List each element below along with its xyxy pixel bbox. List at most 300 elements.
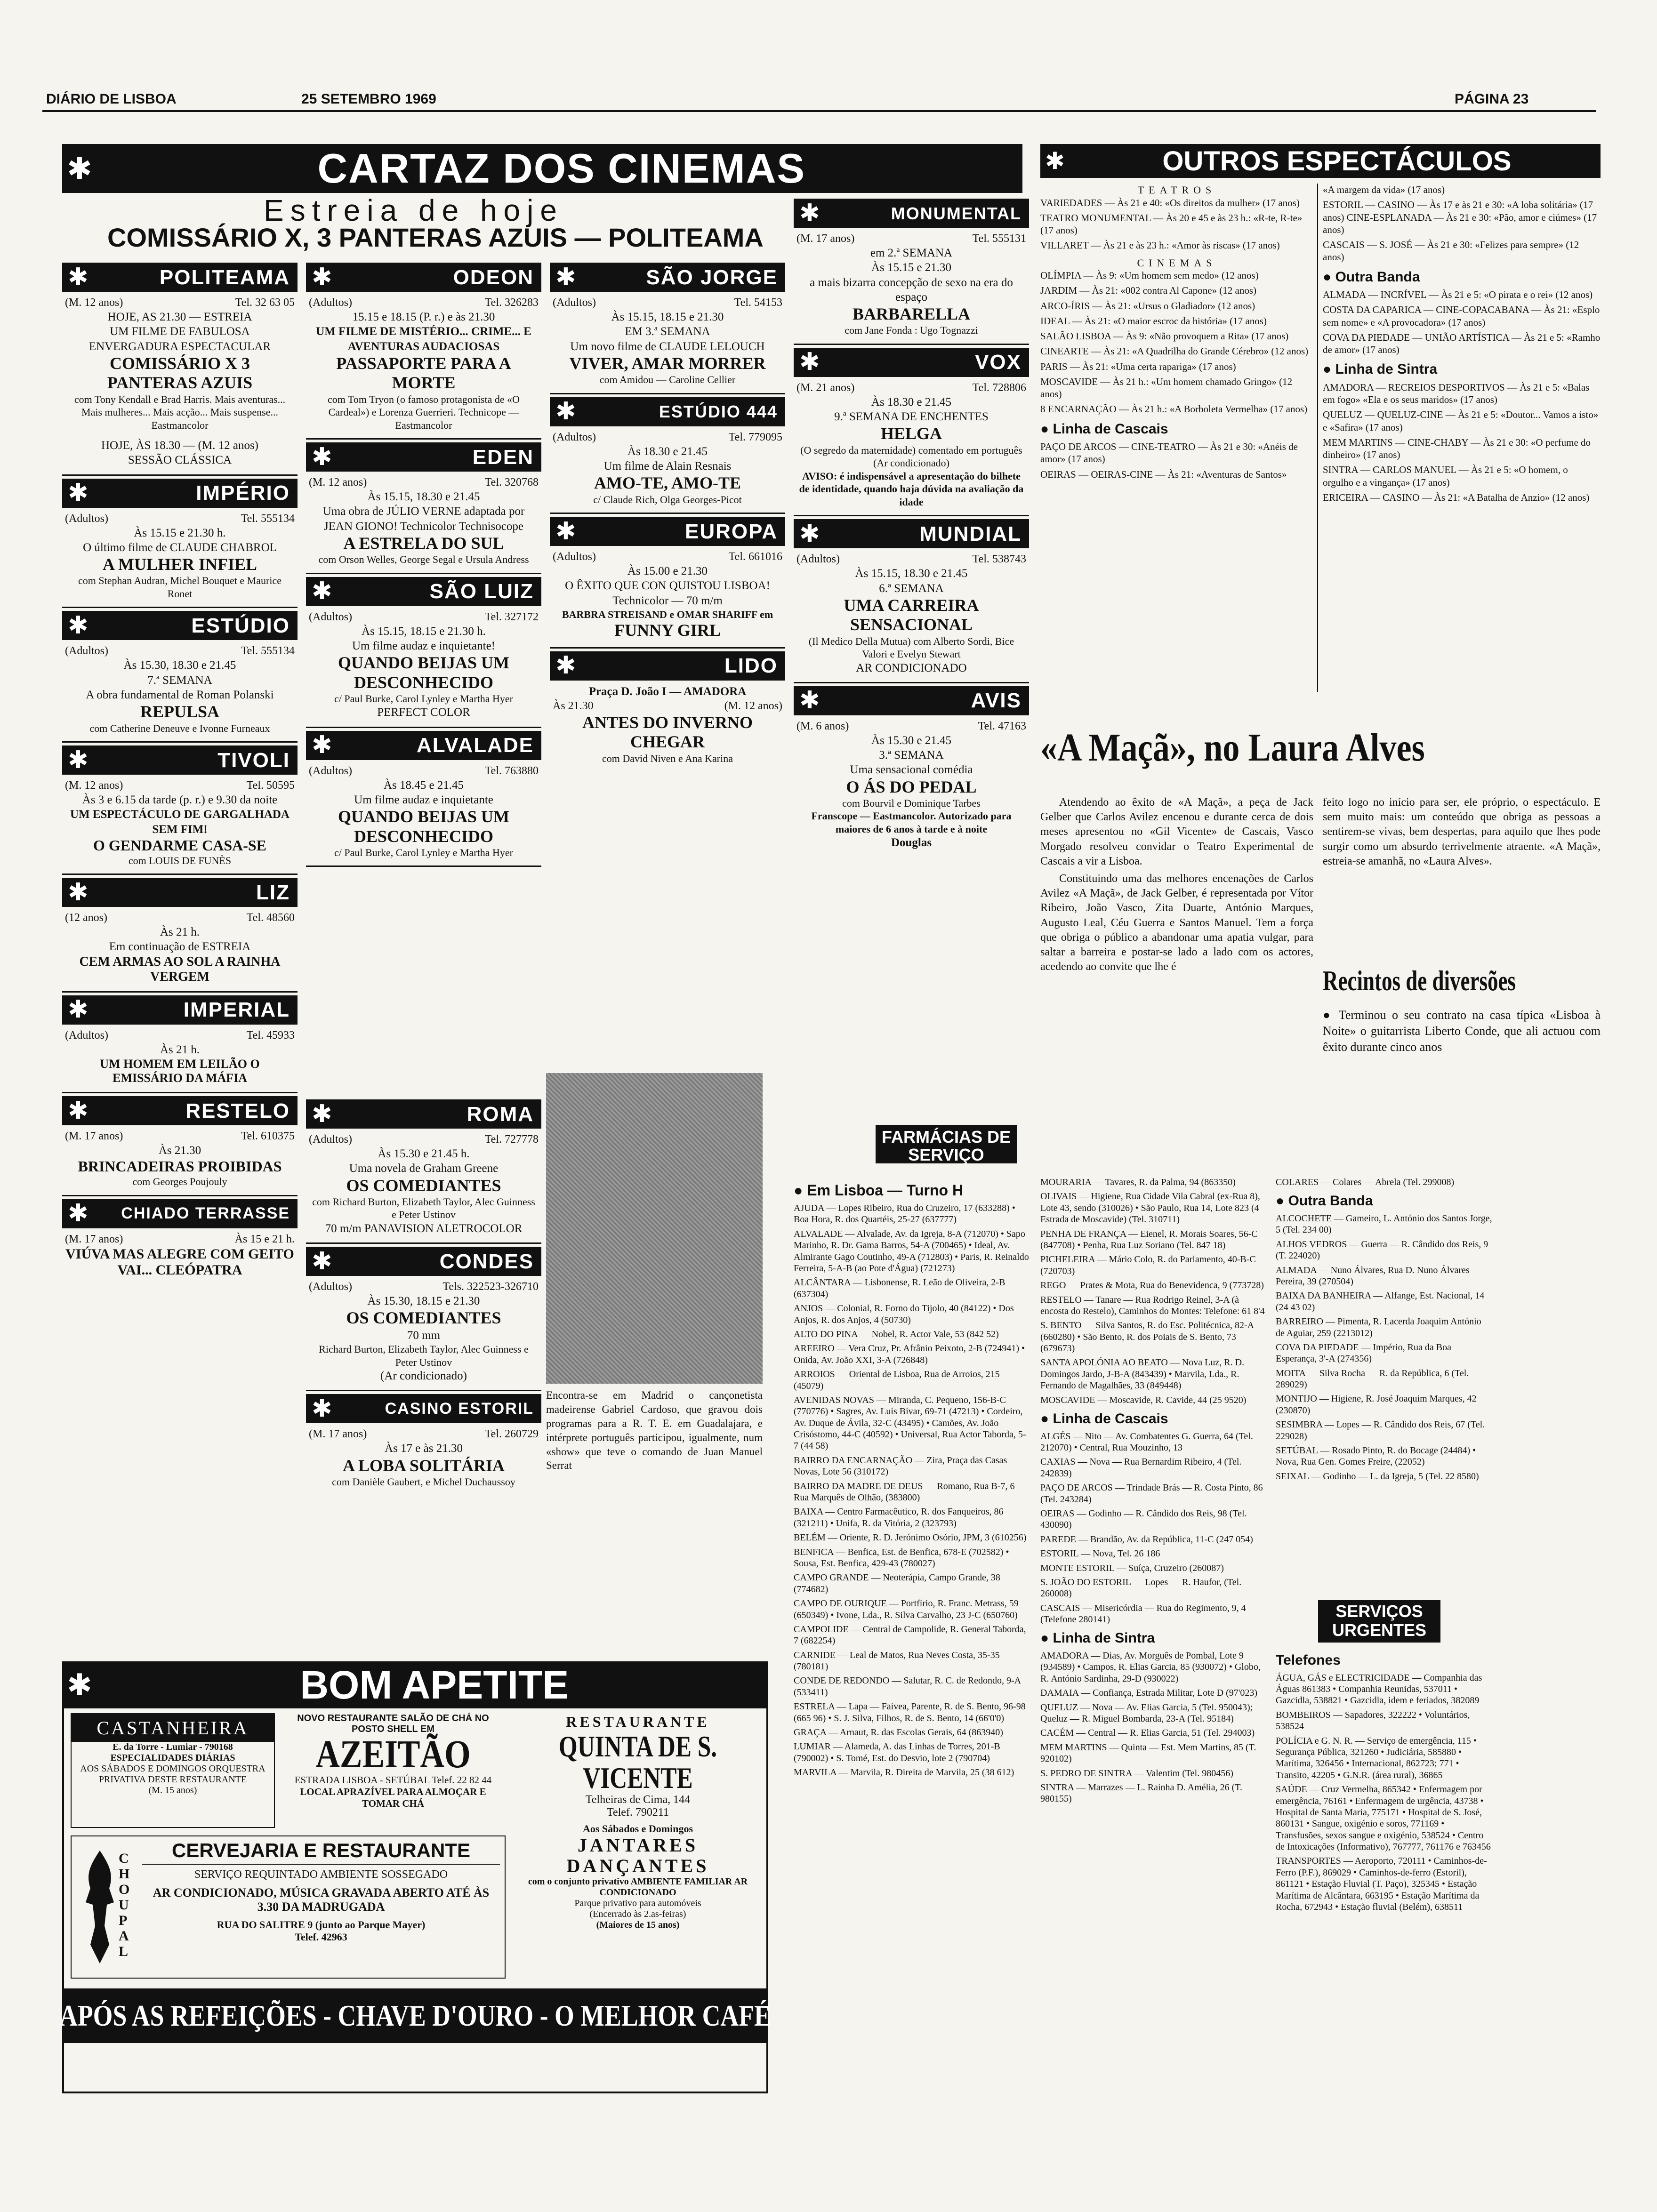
list-entry: BAIRRO DA ENCARNAÇÃO — Zira, Praça das Casas Novas, Lote 56 (310172) [794,1455,1007,1477]
ad-quinta-name: QUINTA DE S. VICENTE [558,1730,717,1795]
asterisk-icon: ✱ [555,652,576,680]
cinema-restelo [62,1093,298,1196]
cinema-line: Às 15.15, 18.30 e 21.45 [855,567,968,580]
cinema-notice: AVISO: é indispensável a apresentação do bilhete de identidade, quando haja dúvida na avaliação da idade [799,470,1024,508]
cinema-avis [794,683,1029,857]
cinema-estudio-444 [550,394,785,514]
film-cast: com LOUIS DE FUNÈS [128,854,232,866]
film-title: OS COMEDIANTES [346,1176,501,1195]
cinema-age: (Adultos) [553,551,596,563]
cinema-tel: Tel. 555131 [972,232,1026,245]
film-title: AMO-TE, AMO-TE [594,473,741,493]
estreia-line: COMISSÁRIO X, 3 PANTERAS AZUIS — POLITEAMA [107,223,764,252]
ad-quinta-s-vicente [513,1713,763,1977]
cinema-address: Praça D. João I — AMADORA [588,685,747,698]
urgentes-title: SERVIÇOS URGENTES [1332,1602,1427,1640]
film-cast: com Richard Burton, Elizabeth Taylor, Alec Guinness e Peter Ustinov [312,1195,535,1221]
section-heading-text: Outra Banda [1288,1193,1373,1209]
list-entry: QUELUZ — QUELUZ-CINE — Às 21 e 5: «Doutor... Vamos a isto» e «Safira» (17 anos) [1323,409,1599,433]
asterisk-icon: ✱ [68,479,88,507]
article-paragraph: feito logo no início para ser, ele próprio, o espectáculo. E sem muito mais: um conteúdo que obriga as pessoas a sentirem-se vivas, bem despertas, para aquilo que lhes pode surgir como um absurdo terrivelmente atraente. «A Maçã», estreia-se amanhã, no «Laura Alves». [1323,796,1601,867]
cinema-tel: Tels. 322523-326710 [442,1281,539,1293]
asterisk-icon: ✱ [312,1100,332,1128]
cinema-name: EDEN [472,445,534,469]
cinema-line: Às 18.30 e 21.45 [627,445,708,458]
list-entry: IDEAL — Às 21: «O maior escroc da história» (17 anos) [1040,315,1267,327]
farmacias-banda-heading: ● Outra Banda [1276,1193,1373,1209]
photo-caption: Encontra-se em Madrid o cançonetista madeirense Gabriel Cardoso, que gravou dois programas para a R. T. E. em Guadalajara, e intérprete português participou, igualmente, num «show» que teve o comando de Juan Manuel Serrat [546,1389,763,1472]
cinema-age: (M. 12 anos) [65,297,123,309]
farmacias-list [1040,1650,1266,1805]
film-cast: com Bourvil e Dominique Tarbes [842,797,981,809]
bom-apetite-title: BOM APETITE [300,1662,569,1707]
cinema-line: Às 17 e às 21.30 [385,1442,463,1455]
list-entry: BELÉM — Oriente, R. D. Jerónimo Osório, JPM, 3 (610256) [794,1532,1027,1543]
section-heading: CINEMAS [1137,256,1217,269]
cinema-age: (Adultos) [796,553,840,566]
cinema-age: (M. 17 anos) [65,1130,123,1143]
list-entry: CASCAIS — Misericórdia — Rua do Regimento, 9, 4 (Telefone 280141) [1040,1603,1246,1625]
film-cast: com Amidou — Caroline Cellier [599,374,736,386]
cinema-estudio [62,608,298,743]
cinema-line: Às 15.15, 18.15 e 21.30 h. [362,625,486,638]
cinema-tel: Tel. 47163 [978,720,1026,732]
farmacias-list [794,1202,1029,1779]
cinema-europa [550,514,785,649]
ad-azeitao-line: NOVO RESTAURANTE SALÃO DE CHÁ NO POSTO SHELL EM [297,1713,489,1734]
cinema-name: EUROPA [685,520,778,543]
cinema-tel: Tel. 260729 [484,1428,539,1441]
film-title: BRINCADEIRAS PROIBIDAS [78,1158,282,1175]
cinema-age: (Adultos) [309,610,352,623]
list-entry: CASCAIS — S. JOSÉ — Às 21 e 30: «Felizes para sempre» (12 anos) [1323,239,1579,263]
cinema-name: CASINO ESTORIL [385,1400,534,1418]
list-entry: MOITA — Silva Rocha — R. da República, 6 (Tel. 289029) [1276,1368,1469,1390]
cinema-line: 3.ª SEMANA [879,749,944,762]
sintra-list [1323,381,1601,504]
list-entry: PENHA DE FRANÇA — Eienel, R. Morais Soares, 56-C (847708) • Penha, Rua Luz Soriano (Tel. 847 18) [1040,1228,1258,1250]
list-entry: MOURARIA — Tavares, R. da Palma, 94 (863350) [1040,1177,1236,1187]
list-entry: OLÍMPIA — Às 9: «Um homem sem medo» (12 anos) [1040,270,1259,281]
asterisk-icon: ✱ [68,996,88,1024]
cinema-imperial [62,993,298,1093]
film-cast: com Tony Kendall e Brad Harris. Mais aventuras... Mais mulheres... Mais acção... Mais suspense... Eastmancolor [74,393,286,431]
list-entry: SAÚDE — Cruz Vermelha, 865342 • Enfermagem por emergência, 76161 • Enfermagem de urgência, 43738 • Hospital de Santa Maria, 775171 • Hospital de S. José, 860131 • Sangue, oxigénio e soros, 771169 • Transfusões, sexos sangue e oxigénio, 538524 • Centro de Intoxicações (Informativo), 767777, 761176 e 763456 [1276,1784,1491,1852]
cinema-line: Às 15.30 e 21.45 [871,734,952,747]
farmacias-list [1040,1431,1266,1626]
list-entry: RESTELO — Tanare — Rua Rodrigo Reinel, 3-A (à encosta do Restelo), Caminhos do Montes: Telefone: 61 8'4 [1040,1294,1265,1316]
cinema-age: (Adultos) [309,1281,352,1293]
asterisk-icon: ✱ [68,1097,88,1124]
asterisk-icon: ✱ [555,517,576,545]
ad-castanheira-line: AOS SÁBADOS E DOMINGOS ORQUESTRA PRIVATIVA DESTE RESTAURANTE [80,1763,265,1785]
list-entry: ALGÉS — Nito — Av. Combatentes G. Guerra, 64 (Tel. 212070) • Central, Rua Mouzinho, 13 [1040,1431,1253,1453]
list-entry: CAXIAS — Nova — Rua Bernardim Ribeiro, 4 (Tel. 242839) [1040,1457,1242,1479]
cinema-estoril [306,1391,541,1495]
list-entry: S. JOÃO DO ESTORIL — Lopes — R. Haufor, (Tel. 260008) [1040,1577,1242,1599]
cinema-name: CHIADO TERRASSE [121,1204,290,1223]
cinema-line: Às 18.30 e 21.45 [871,395,952,409]
asterisk-icon: ✱ [799,520,820,547]
article-paragraph: Atendendo ao êxito de «A Maçã», a peça de Jack Gelber que Carlos Avilez encenou e durante cerca de dois meses apresentou no «Gil Vicente» de Cascais, Vasco Morgado resolveu convidar o Teatro Experimental de Cascais a vir a Lisboa. [1040,796,1313,867]
film-title: ANTES DO INVERNO CHEGAR [582,713,753,752]
film-cast: c/ Paul Burke, Carol Lynley e Martha Hyer [334,692,513,705]
list-entry: AMADORA — Dias, Av. Morguês de Pombal, Lote 9 (934589) • Campos, R. Elias Garcia, 85 (930072) • Globo, R. António Sardinha, 29-D (930022) [1040,1651,1261,1684]
cinema-alvalade [306,728,541,867]
asterisk-icon: ✱ [799,687,820,714]
list-entry: BARREIRO — Pimenta, R. Lacerda Joaquim António de Aguiar, 259 (2213012) [1276,1316,1481,1338]
film-title: HELGA [880,424,942,443]
asterisk-icon: ✱ [312,1395,332,1422]
cinema-politeama [62,260,298,476]
film-title: UM HOMEM EM LEILÃO O EMISSÁRIO DA MÁFIA [100,1057,260,1085]
outros-col2-list [1323,184,1601,264]
ad-choupal-line: Telef. 42963 [295,1931,347,1943]
list-entry: AREEIRO — Vera Cruz, Pr. Afrânio Peixoto, 2-B (724941) • Onida, Av. João XXI, 3-A (726848) [794,1343,1025,1365]
list-entry: TRANSPORTES — Aeroporto, 720111 • Caminhos-de-Ferro (P.F.), 869029 • Caminhos-de-ferro (Estoril), 861121 • Estação Fluvial (T. Paço), 325345 • Estação Marítima de Alcântara, 663195 • Estação Marítima da Rocha, 672943 • Estação fluvial (Belém), 638511 [1276,1856,1487,1913]
list-entry: QUELUZ — Nova — Av. Elias Garcia, 5 (Tel. 950043); Queluz — R. Miguel Bombarda, 23-A (Tel. 95184) [1040,1702,1253,1724]
cinema-tel: Tel. 538743 [972,553,1026,566]
section-heading: TEATROS [1137,184,1216,196]
list-entry: ALMADA — INCRÍVEL — Às 21 e 5: «O pirata e o rei» (12 anos) [1323,289,1593,300]
cinema-line: Às 21.30 [553,699,594,712]
cinema-tel: Tel. 555134 [241,512,295,525]
cinema-age: (Adultos) [65,645,108,657]
cinema-monumental [794,196,1029,345]
cinema-age: (Adultos) [309,764,352,777]
cinema-tel: Tel. 32 63 05 [235,297,295,309]
outros-column-1 [1040,184,1313,692]
cinema-line: Às 21 h. [160,926,200,939]
list-entry: TEATRO MONUMENTAL — Às 20 e 45 e às 23 h.: «R-te, R-te» (17 anos) [1040,212,1303,236]
film-cast: com Danièle Gaubert, e Michel Duchaussoy [332,1475,515,1488]
cartaz-title: CARTAZ DOS CINEMAS [317,145,806,192]
cinema-line: HOJE, ÀS 18.30 — (M. 12 anos) [101,439,259,452]
film-cast: c/ Claude Rich, Olga Georges-Picot [593,493,742,505]
urgentes-column [1276,1647,1492,2061]
list-entry: MEM MARTINS — CINE-CHABY — Às 21 e 30: «O perfume do dinheiro» (17 anos) [1323,436,1591,460]
cinema-line: 70 mm [407,1329,441,1342]
cinema-name: MUNDIAL [919,522,1022,545]
list-entry: PAREDE — Brandão, Av. da República, 11-C (247 054) [1040,1534,1253,1545]
masthead-paper: DIÁRIO DE LISBOA [46,91,177,107]
list-entry: MONTIJO — Higiene, R. José Joaquim Marques, 42 (230870) [1276,1394,1477,1416]
list-entry: SESIMBRA — Lopes — R. Cândido dos Reis, 67 (Tel. 229028) [1276,1419,1485,1442]
cinema-line: 7.ª SEMANA [147,673,212,687]
cinema-name: ALVALADE [416,734,534,757]
cinema-name: POLITEAMA [159,265,290,289]
cinema-line: HOJE, AS 21.30 — ESTREIA [107,311,252,323]
ad-quinta-line: Parque privativo para automóveis [574,1898,701,1909]
cinema-line: A obra fundamental de Roman Polanski [86,688,274,701]
list-entry: GRAÇA — Arnaut, R. das Escolas Gerais, 64 (863940) [794,1727,1003,1738]
list-entry: PARIS — Às 21: «Uma certa rapariga» (17 anos) [1040,361,1236,372]
list-entry: LUMIAR — Alameda, A. das Linhas de Torres, 201-B (790002) • S. Tomé, Est. do Desvio, lote 2 (790704) [794,1741,1000,1763]
list-entry: ALTO DO PINA — Nobel, R. Actor Vale, 53 (842 52) [794,1329,999,1339]
film-cast: (O segredo da maternidade) comentado em português (Ar condicionado) [800,444,1022,469]
cinema-tel: Tel. 728806 [972,381,1026,394]
farmacias-sintra-heading: ● Linha de Sintra [1040,1630,1155,1646]
ad-choupal-line: SERVIÇO REQUINTADO AMBIENTE SOSSEGADO [194,1868,448,1881]
film-title: O ÁS DO PEDAL [846,777,977,796]
teatros-list [1040,197,1313,252]
ad-choupal [71,1835,506,1979]
asterisk-icon: ✱ [312,577,332,605]
cinema-line: UM ESPECTÁCULO DE GARGALHADA SEM FIM! [70,808,290,836]
ad-quinta-line: Telef. 790211 [606,1806,669,1819]
list-entry: AVENIDAS NOVAS — Miranda, C. Pequeno, 156-B-C (770776) • Sagres, Av. Luís Bívar, 69-71 (47213) • Cordeiro, Av. Duque de Ávila, 32-C (43495) • Camões, Av. João Crisóstomo, 44-C (40592) • Universal, Rua Actor Taborda, 5-7 (44 58) [794,1395,1026,1451]
cinema-age: (M. 12 anos) [309,476,367,489]
cinema-line: 6.ª SEMANA [879,582,944,595]
masthead-date: 25 SETEMBRO 1969 [301,91,436,107]
cinema-vox [794,345,1029,516]
film-cast: c/ Paul Burke, Carol Lynley e Martha Hyer [334,846,513,858]
cinema-name: LIZ [256,881,290,904]
cinema-line: Uma sensacional comédia [850,763,973,777]
list-entry: OEIRAS — Godinho — R. Cândido dos Reis, 98 (Tel. 430090) [1040,1508,1247,1531]
cinema-column-2-lower [306,1097,541,1610]
list-entry: S. PEDRO DE SINTRA — Valentim (Tel. 980456) [1040,1768,1233,1779]
ad-azeitao-name: AZEITÃO [315,1732,471,1776]
list-entry: ARCO-ÍRIS — Às 21: «Ursus o Gladiador» (12 anos) [1040,300,1255,312]
list-entry: SETÚBAL — Rosado Pinto, R. do Bocage (24484) • Nova, Rua Gen. Gomes Freire, (22052) [1276,1445,1476,1467]
cinema-age: (Adultos) [553,431,596,443]
ad-choupal-line: AR CONDICIONADO, MÚSICA GRAVADA ABERTO ATÉ ÀS 3.30 DA MADRUGADA [153,1886,490,1914]
outros-column-2 [1323,184,1601,692]
section-heading-banda: ● Outra Banda [1323,269,1420,285]
film-cast: com Jane Fonda : Ugo Tognazzi [845,324,978,337]
cinema-age: (M. 17 anos) [309,1428,367,1441]
section-heading-sintra: ● Linha de Sintra [1323,361,1438,377]
film-cast: (Il Medico Della Mutua) com Alberto Sordi, Bice Valori e Evelyn Stewart [808,635,1014,660]
cinema-line: Às 18.45 e 21.45 [383,778,464,792]
cinema-roma [306,1097,541,1244]
ad-quinta-line: RESTAURANTE [566,1713,710,1730]
cinema-name: SÃO LUIZ [429,580,534,603]
cinema-line: Um filme de Alain Resnais [603,459,732,473]
film-cast: com David Niven e Ana Karina [602,752,733,764]
cinema-line: Às 15.30, 18.15 e 21.30 [367,1295,480,1308]
cinema-line: EM 3.ª SEMANA [625,325,710,338]
section-heading-text: Linha de Sintra [1053,1630,1155,1646]
cinema-name: ESTÚDIO [191,614,290,637]
maca-article-col2 [1323,795,1601,869]
list-entry: OEIRAS — OEIRAS-CINE — Às 21: «Aventuras de Santos» [1040,468,1287,480]
cinema-mundial [794,516,1029,683]
film-title: A LOBA SOLITÁRIA [342,1456,505,1475]
list-entry: MEM MARTINS — Quinta — Est. Mem Martins, 85 (T. 920102) [1040,1742,1256,1764]
cinema-line: Douglas [891,836,932,850]
section-heading-text: Linha de Sintra [1335,361,1438,377]
recintos-text: ● Terminou o seu contrato na casa típica «Lisboa à Noite» o guitarrista Liberto Conde, que ali actuou com êxito durante cinco anos [1323,1008,1601,1054]
list-entry: CACÉM — Central — R. Elias Garcia, 51 (Tel. 294003) [1040,1728,1255,1739]
cinema-sao-luiz [306,574,541,728]
cinema-eden [306,440,541,574]
cinema-name: TIVOLI [217,748,290,772]
asterisk-icon: ✱ [67,152,92,185]
urgentes-telefones-heading: Telefones [1276,1652,1341,1668]
film-title: PASSAPORTE PARA A MORTE [336,353,511,393]
section-heading-text: Outra Banda [1335,269,1420,285]
list-entry: AJUDA — Lopes Ribeiro, Rua do Cruzeiro, 17 (633288) • Boa Hora, R. dos Quartéis, 25-27 (637777) [794,1203,1015,1225]
asterisk-icon: ✱ [799,199,820,227]
urgentes-list [1276,1672,1492,1913]
outros-title: OUTROS ESPECTÁCULOS [1162,145,1512,176]
list-entry: REGO — Prates & Mota, Rua do Benevidenca, 9 (773728) [1040,1280,1264,1291]
cinema-odeon [306,260,541,440]
cinema-age: (Adultos) [309,297,352,309]
cinema-line: Às 15.15 e 21.30 h. [134,526,226,539]
cinema-name: ESTÚDIO 444 [659,402,778,422]
list-entry: ALHOS VEDROS — Guerra — R. Cândido dos Reis, 9 (T. 224020) [1276,1239,1488,1261]
list-entry: OLIVAIS — Higiene, Rua Cidade Vila Cabral (ex-Rua 8), Lote 43, sendo (310026) • São Paulo, Rua 14, Lote 823 (4 Estrada de Moscavide) (Tel. 310711) [1040,1191,1260,1225]
list-entry: ERICEIRA — CASINO — Às 21: «A Batalha de Anzio» (12 anos) [1323,491,1590,503]
cinema-line: 9.ª SEMANA DE ENCHENTES [834,410,989,424]
ad-choupal-line: RUA DO SALITRE 9 (junto ao Parque Mayer) [217,1919,426,1931]
cinema-name: IMPÉRIO [196,481,290,505]
cinema-name: IMPERIAL [183,998,290,1022]
list-entry: ALVALADE — Alvalade, Av. da Igreja, 8-A (712070) • Sapo Marinho, R. Dr. Gama Barros, 54-A (700465) • Ideal, Av. Almirante Gago Coutinho, 49-A (712803) • Paris, R. Reinaldo Ferreira, 5-A-B (ao Pote d'Água) (721273) [794,1228,1029,1274]
cinema-line: Um filme audaz e inquietante! [352,639,496,652]
cinema-age: (M. 12 anos) [65,779,123,792]
maca-headline: «A Maçã», no Laura Alves [1040,726,1425,769]
asterisk-icon: ✱ [1045,148,1065,174]
list-entry: MONTE ESTORIL — Suíça, Cruzeiro (260087) [1040,1563,1224,1573]
list-entry: JARDIM — Às 21: «002 contra Al Capone» (12 anos) [1040,285,1257,297]
cinema-condes [306,1244,541,1391]
ad-castanheira-line: (M. 15 anos) [148,1785,197,1795]
header-rule [42,110,1596,112]
list-entry: SANTA APOLÓNIA AO BEATO — Nova Luz, R. D. Domingos Jardo, J-B-A (843439) • Marvila, Lda., R. Fernando de Magalhães, 33 (849448) [1040,1357,1245,1391]
farmacias-col-1 [794,1177,1029,1920]
recintos-headline: Recintos de diversões [1323,965,1516,996]
list-entry: MARVILA — Marvila, R. Direita de Marvila, 25 (38 612) [794,1767,1014,1778]
film-title: A MULHER INFIEL [102,555,257,574]
ad-castanheira-address: E. da Torre - Lumiar - 790168 [113,1742,233,1752]
cinema-tel: Tel. 727778 [484,1133,539,1146]
cinema-tel: Tel. 763880 [484,764,539,777]
film-title: COMISSÁRIO X 3 PANTERAS AZUIS [107,353,253,393]
ad-castanheira-name: CASTANHEIRA [72,1714,274,1742]
list-entry: SALÃO LISBOA — Às 9: «Não provoquem a Rita» (17 anos) [1040,330,1289,342]
list-entry: ALCÂNTARA — Lisbonense, R. Leão de Oliveira, 2-B (637304) [794,1277,1005,1299]
asterisk-icon: ✱ [312,731,332,759]
section-heading-cascais: ● Linha de Cascais [1040,421,1168,437]
list-entry: COSTA DA CAPARICA — CINE-COPACABANA — Às 21: «Esplo sem nome» e «A provocadora» (17 anos) [1323,304,1600,328]
ad-quinta-line: Aos Sábados e Domingos [582,1823,693,1835]
list-entry: BOMBEIROS — Sapadores, 322222 • Voluntários, 538524 [1276,1709,1470,1732]
cinema-tel: Tel. 779095 [728,431,782,443]
list-entry: ESTRELA — Lapa — Faivea, Parente, R. de S. Bento, 96-98 (665 96) • S. J. Silva, Filhos, R. de S. Bento, 14 (66'0'0) [794,1701,1026,1723]
cinema-age: (M. 6 anos) [796,720,849,732]
cinema-tel: Tel. 50595 [246,779,295,792]
film-title: CEM ARMAS AO SOL A RAINHA VERGEM [79,954,281,984]
list-entry: ÁGUA, GÁS e ELECTRICIDADE — Companhia das Águas 861383 • Companhia Reunidas, 537011 • Gazcidla, 538821 • Gazcidla, idem e feriados, 382089 [1276,1672,1482,1706]
cinema-line: 15.15 e 18.15 (P. r.) e às 21.30 [352,311,495,323]
list-entry: SINTRA — Marrazes — L. Rainha D. Amélia, 26 (T. 980155) [1040,1782,1242,1804]
film-title: REPULSA [140,702,220,721]
list-entry: ANJOS — Colonial, R. Forno do Tijolo, 40 (84122) • Dos Anjos, R. dos Anjos, 4 (50730) [794,1303,1014,1325]
cinema-line: Um novo filme de CLAUDE LELOUCH [570,340,765,353]
list-entry: BAIXA — Centro Farmacêutico, R. dos Fanqueiros, 86 (321211) • Unifa, R. da Vitória, 2 (323793) [794,1507,1004,1529]
list-entry: ESTORIL — CASINO — Às 17 e às 21 e 30: «A loba solitária» (17 anos) CINE-ESPLANADA — Às 21 e 30: «Pão, amor e ciúmes» (17 anos) [1323,199,1597,235]
list-entry: ALMADA — Nuno Álvares, Rua D. Nuno Álvares Pereira, 39 (270504) [1276,1265,1470,1287]
ad-quinta-line: JANTARES DANÇANTES [566,1835,709,1877]
list-entry: PAÇO DE ARCOS — CINE-TEATRO — Às 21 e 30: «Anéis de amor» (17 anos) [1040,441,1298,465]
cinema-line: UM FILME DE MISTÉRIO... CRIME... E AVENTURAS AUDACIOSAS [316,325,531,353]
maca-article-col1 [1040,795,1313,974]
list-entry: AMADORA — RECREIOS DESPORTIVOS — Às 21 e 5: «Balas em fogo» «Ela e os seus maridos» (17 anos) [1323,381,1590,405]
film-title: BARBARELLA [852,305,971,323]
cinema-line: Às 15.30, 18.30 e 21.45 [123,659,236,672]
list-entry: CAMPO GRANDE — Neoterápia, Campo Grande, 38 (774682) [794,1572,1000,1595]
film-title: OS COMEDIANTES [346,1308,501,1328]
film-cast: Richard Burton, Elizabeth Taylor, Alec Guinness e Peter Ustinov [319,1343,529,1368]
ad-quinta-line: com o conjunto privativo AMBIENTE FAMILIAR AR CONDICIONADO [528,1876,748,1898]
ad-chave-douro-text: APÓS AS REFEIÇÕES - CHAVE D'OURO - O MELHOR CAFÉ [59,1999,771,2032]
ad-castanheira [71,1713,275,1828]
film-title: QUANDO BEIJAS UM DESCONHECIDO [338,653,510,692]
cinema-chiado-terrasse [62,1196,298,1285]
film-title: VIVER, AMAR MORRER [569,353,766,373]
cinema-tel: Tel. 45933 [246,1029,295,1042]
cinema-column-1 [62,260,298,1578]
cinema-line: Às 15.00 e 21.30 [627,565,708,578]
cinema-line: 70 m/m PANAVISION ALETROCOLOR [325,1222,523,1235]
cinema-age: (12 anos) [65,912,107,924]
film-cast: com Orson Welles, George Segal e Ursula Andress [318,553,529,566]
cinema-line: O último filme de CLAUDE CHABROL [83,541,277,554]
list-entry: BAIXA DA BANHEIRA — Alfange, Est. Nacional, 14 (24 43 02) [1276,1290,1485,1313]
asterisk-icon: ✱ [555,398,576,425]
cinema-name: LIDO [724,654,778,678]
list-entry: PAÇO DE ARCOS — Trindade Brás — R. Costa Pinto, 86 (Tel. 243284) [1040,1483,1263,1505]
lobster-icon [76,1846,123,1968]
list-entry: PICHELEIRA — Mário Colo, R. do Parlamento, 40-B-C (720703) [1040,1254,1256,1276]
ad-azeitao-line: ESTRADA LISBOA - SETÚBAL Telef. 22 82 44 [294,1774,492,1786]
cinema-age: (M. 17 anos) [796,232,855,245]
cinema-tel: Tel. 610375 [241,1130,295,1143]
cinema-tivoli [62,743,298,875]
cinema-line: PERFECT COLOR [377,706,470,719]
film-title: O GENDARME CASA-SE [93,836,267,854]
farmacias-list [1276,1213,1492,1482]
list-entry: COVA DA PIEDADE — Império, Rua da Boa Esperança, 3'-A (274356) [1276,1342,1451,1364]
ad-choupal-logo: CHOUPAL [119,1851,130,1959]
farmacias-list [1040,1177,1266,1406]
cinema-line: Às 3 e 6.15 da tarde (p. r.) e 9.30 da noite [82,793,278,807]
cinema-name: AVIS [971,689,1022,713]
cinema-name: RESTELO [185,1099,290,1122]
cinema-sao-jorge [550,260,785,394]
list-entry: ALCOCHETE — Gameiro, L. António dos Santos Jorge, 5 (Tel. 234 00) [1276,1213,1492,1235]
ad-quinta-line: Telheiras de Cima, 144 [585,1794,691,1806]
farmacias-title: FARMÁCIAS DE SERVIÇO [882,1127,1011,1164]
cinema-line: O ÊXITO QUE CON QUISTOU LISBOA! [565,579,770,593]
cinema-name: VOX [975,351,1022,374]
cinema-name: ROMA [467,1102,534,1126]
cinema-line: em 2.ª SEMANA [870,247,953,259]
cinema-name: SÃO JORGE [646,265,778,289]
list-entry: CAMPO DE OURIQUE — Portfírio, R. Franc. Metrass, 59 (650349) • Ivone, Lda., R. Silva Carvalho, 23 J-C (650760) [794,1598,1019,1620]
cinema-line: SESSÃO CLÁSSICA [128,454,232,467]
cinema-tel: Tel. 327172 [484,610,539,623]
cartaz-title-bar [62,144,1022,193]
list-entry: SINTRA — CARLOS MANUEL — Às 21 e 5: «O homem, o orgulho e a vingança» (17 anos) [1323,464,1568,488]
film-cast: BARBRA STREISAND e OMAR SHARIFF em [562,608,773,620]
cinema-line: (Ar condicionado) [380,1370,467,1383]
film-title: UMA CARREIRA SENSACIONAL [844,595,979,634]
